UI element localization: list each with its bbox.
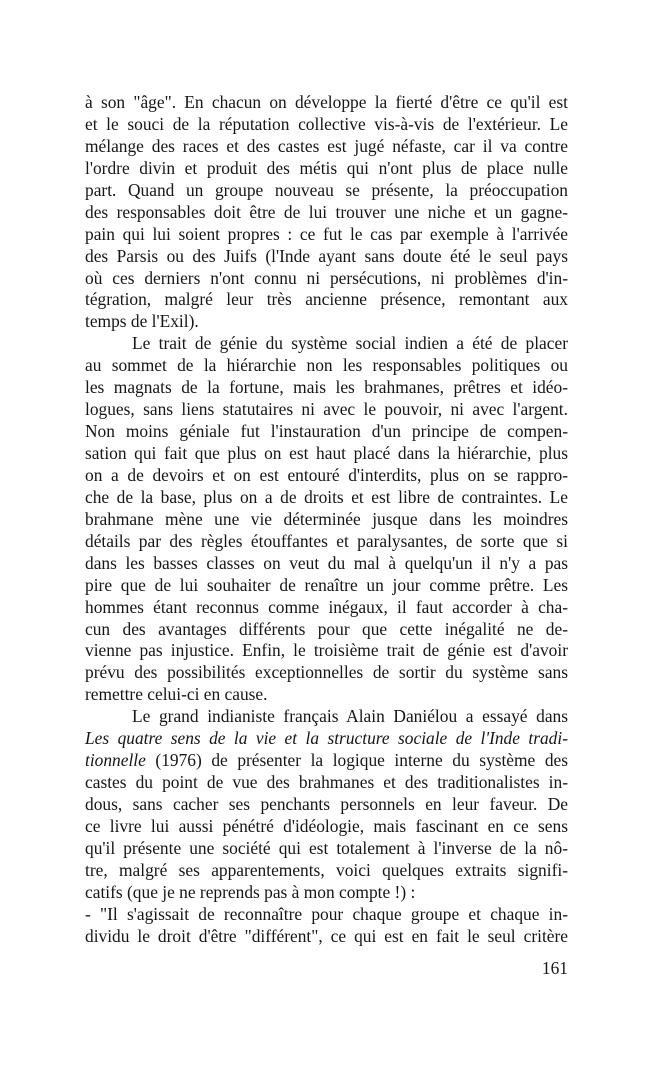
paragraph	[85, 706, 568, 903]
text-line	[85, 443, 568, 465]
text-segment: sation qui fait que plus on est haut placé dans la hiérarchie, plus	[85, 443, 568, 463]
text-segment: où ces derniers n'ont connu ni persécutions, ni problèmes d'in-	[85, 267, 568, 288]
text-line	[85, 268, 568, 290]
text-segment: dans les basses classes on veut du mal à quelqu'un il n'y a pas	[85, 552, 568, 573]
text-segment: logues, sans liens statutaires ni avec le pouvoir, ni avec l'argent.	[85, 399, 568, 420]
text-line	[85, 794, 568, 816]
book-title-italic: tionnelle	[85, 750, 146, 771]
text-line	[85, 838, 568, 860]
text-segment: détails par des règles étouffantes et paralysantes, de sorte que si	[85, 530, 568, 551]
text-segment: qu'il présente une société qui est totalement à l'inverse de la nô-	[85, 837, 568, 858]
text-line	[85, 289, 568, 311]
text-segment: tre, malgré ses apparentements, voici quelques extraits signifi-	[85, 859, 568, 880]
text-segment: part. Quand un groupe nouveau se présente, la préoccupation	[85, 179, 568, 200]
text-segment: remettre celui-ci en cause.	[85, 684, 268, 705]
text-segment: mélange des races et des castes est jugé néfaste, car il va contre	[85, 135, 568, 156]
text-segment: brahmane mène une vie déterminée jusque dans les moindres	[85, 508, 568, 529]
text-line	[85, 772, 568, 794]
text-segment: des responsables doit être de lui trouver une niche et un gagne-	[85, 201, 568, 222]
text-segment: à son "âge". En chacun on développe la fierté d'être ce qu'il est	[85, 92, 568, 112]
text-line	[85, 706, 568, 728]
text-line	[85, 136, 568, 158]
text-segment: Le grand indianiste français Alain Daniélou a essayé dans	[132, 706, 568, 727]
text-line	[85, 246, 568, 268]
text-line	[85, 158, 568, 180]
text-line	[85, 333, 568, 355]
text-line	[85, 553, 568, 575]
text-line	[85, 926, 568, 948]
text-line	[85, 531, 568, 553]
text-line	[85, 816, 568, 838]
text-segment: ce livre lui aussi pénétré d'idéologie, mais fascinant en ce sens	[85, 815, 568, 836]
text-segment: Le trait de génie du système social indien a été de placer	[132, 333, 568, 354]
text-line	[85, 311, 568, 333]
text-line	[85, 355, 568, 377]
text-segment: temps de l'Exil).	[85, 311, 199, 332]
text-line	[85, 224, 568, 246]
text-line	[85, 202, 568, 224]
text-segment: Non moins géniale fut l'instauration d'un principe de compen-	[85, 421, 568, 442]
text-line	[85, 509, 568, 531]
text-segment: prévu des possibilités exceptionnelles de sortir du système sans	[85, 662, 568, 683]
text-segment: - "Il s'agissait de reconnaître pour chaque groupe et chaque in-	[85, 903, 568, 924]
text-segment: les magnats de la fortune, mais les brahmanes, prêtres et idéo-	[85, 377, 568, 398]
text-segment: tégration, malgré leur très ancienne présence, remontant aux	[85, 289, 568, 310]
paragraph	[85, 92, 568, 333]
text-line	[85, 114, 568, 136]
text-line	[85, 619, 568, 641]
text-line	[85, 728, 568, 750]
text-line	[85, 377, 568, 399]
text-segment: pire que de lui souhaiter de renaître un jour comme prêtre. Les	[85, 574, 568, 595]
text-segment: des Parsis ou des Juifs (l'Inde ayant sans doute été le seul pays	[85, 245, 568, 266]
text-line	[85, 421, 568, 443]
text-segment: vienne pas injustice. Enfin, le troisième trait de génie est d'avoir	[85, 640, 568, 661]
text-segment: che de la base, plus on a de droits et est libre de contraintes. Le	[85, 486, 568, 507]
book-title-italic: Les quatre sens de la vie et la structure sociale de l'Inde tradi-	[85, 728, 568, 749]
text-line	[85, 882, 568, 904]
text-segment: on a de devoirs et on est entouré d'interdits, plus on se rappro-	[85, 464, 568, 485]
text-line	[85, 640, 568, 662]
text-segment: catifs (que je ne reprends pas à mon compte !) :	[85, 881, 416, 902]
text-line	[85, 399, 568, 421]
text-segment: et le souci de la réputation collective vis-à-vis de l'extérieur. Le	[85, 113, 568, 134]
text-line	[85, 180, 568, 202]
paragraph	[85, 904, 568, 948]
text-segment: (1976) de présenter la logique interne du système des	[145, 750, 568, 771]
text-segment: au sommet de la hiérarchie non les responsables politiques ou	[85, 355, 568, 376]
text-line	[85, 465, 568, 487]
text-line	[85, 684, 568, 706]
body-text	[85, 92, 568, 948]
text-segment: hommes étant reconnus comme inégaux, il faut accorder à cha-	[85, 596, 568, 617]
text-line	[85, 662, 568, 684]
paragraph	[85, 333, 568, 706]
text-segment: cun des avantages différents pour que cette inégalité ne de-	[85, 618, 568, 639]
text-line	[85, 860, 568, 882]
text-segment: castes du point de vue des brahmanes et des traditionalistes in-	[85, 772, 568, 793]
text-segment: pain qui lui soient propres : ce fut le cas par exemple à l'arrivée	[85, 223, 568, 244]
page-number: 161	[541, 958, 568, 978]
text-line	[85, 487, 568, 509]
text-line	[85, 575, 568, 597]
text-segment: dous, sans cacher ses penchants personnels en leur faveur. De	[85, 794, 568, 814]
text-line	[85, 904, 568, 926]
text-segment: l'ordre divin et produit des métis qui n'ont plus de place nulle	[85, 157, 568, 178]
text-line	[85, 750, 568, 772]
text-line	[85, 597, 568, 619]
text-segment: dividu le droit d'être "différent", ce qui est en fait le seul critère	[85, 925, 568, 946]
text-line	[85, 92, 568, 114]
